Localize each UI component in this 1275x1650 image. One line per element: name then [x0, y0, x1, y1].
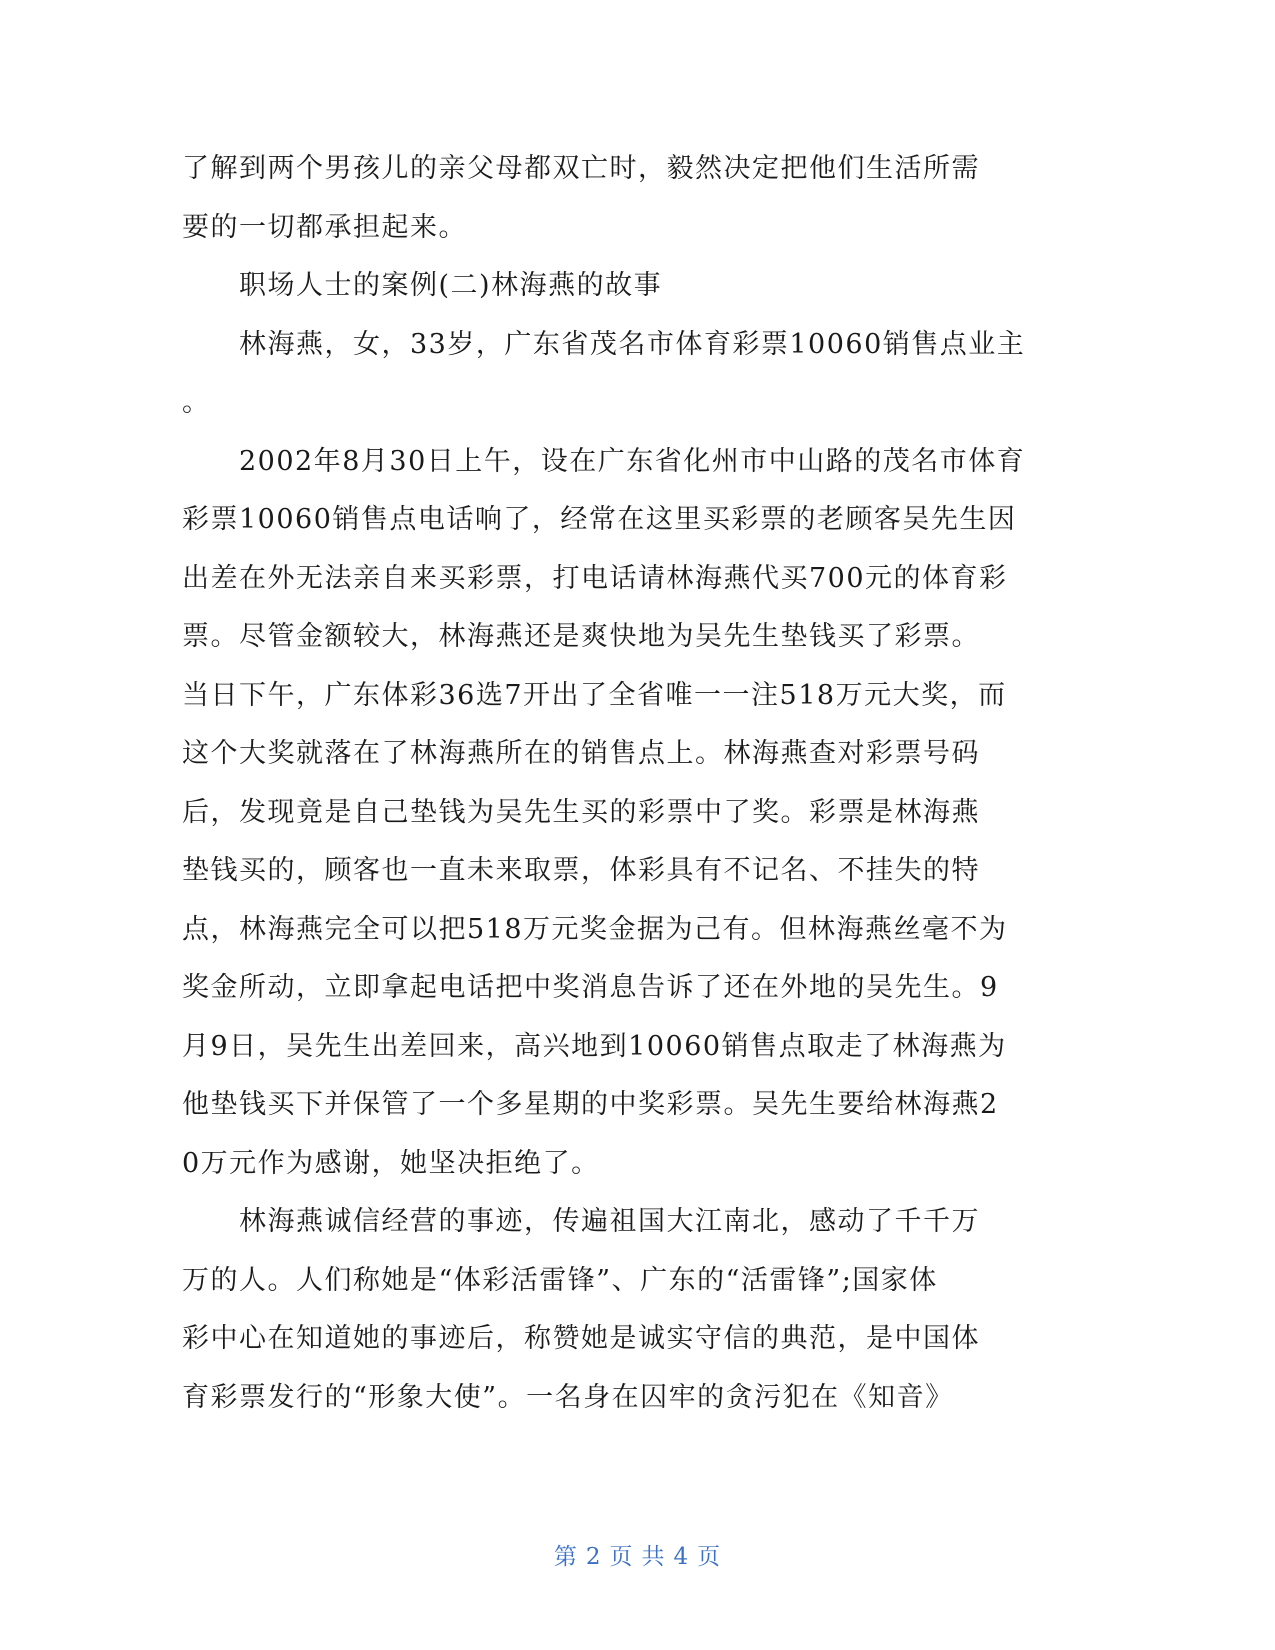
text-line: 垫钱买的，顾客也一直未来取票，体彩具有不记名、不挂失的特: [182, 855, 980, 886]
text-line: 育彩票发行的“形象大使”。一名身在囚牢的贪污犯在《知音》: [182, 1381, 954, 1413]
footer-label-gong: 共: [641, 1544, 666, 1570]
text-line: 后，发现竟是自己垫钱为吴先生买的彩票中了奖。彩票是林海燕: [182, 796, 980, 828]
text-line: 他垫钱买下并保管了一个多星期的中奖彩票。吴先生要给林海燕2: [182, 1089, 999, 1120]
text-line: 要的一切都承担起来。: [182, 211, 467, 243]
text-line: 2002年8月30日上午，设在广东省化州市中山路的茂名市体育: [239, 445, 1026, 477]
footer-label-di: 第: [553, 1544, 578, 1570]
text-line: 彩中心在知道她的事迹后，称赞她是诚实守信的典范，是中国体: [182, 1323, 980, 1354]
footer-page-number: 2: [585, 1544, 602, 1570]
text-line: 出差在外无法亲自来买彩票，打电话请林海燕代买700元的体育彩: [182, 562, 1008, 594]
text-line: 彩票10060销售点电话响了，经常在这里买彩票的老顾客吴先生因: [182, 504, 1017, 535]
text-line: 当日下午，广东体彩36选7开出了全省唯一一注518万元大奖，而: [182, 679, 1007, 711]
footer-total-pages: 4: [673, 1544, 690, 1570]
text-line: 林海燕，女，33岁，广东省茂名市体育彩票10060销售点业主: [239, 328, 1026, 360]
text-line: 林海燕诚信经营的事迹，传遍祖国大江南北，感动了千千万: [239, 1206, 980, 1237]
text-line: 点，林海燕完全可以把518万元奖金据为己有。但林海燕丝毫不为: [182, 913, 1008, 945]
footer-label-ye-2: 页: [697, 1544, 722, 1570]
footer-label-ye: 页: [609, 1544, 634, 1570]
text-line: 奖金所动，立即拿起电话把中奖消息告诉了还在外地的吴先生。9: [182, 972, 999, 1003]
text-line: 职场人士的案例(二)林海燕的故事: [239, 270, 663, 301]
text-line: 万的人。人们称她是“体彩活雷锋”、广东的“活雷锋”;国家体: [182, 1264, 938, 1296]
text-line: 了解到两个男孩儿的亲父母都双亡时，毅然决定把他们生活所需: [182, 153, 980, 184]
text-line: 。: [182, 387, 211, 418]
text-line: 票。尽管金额较大，林海燕还是爽快地为吴先生垫钱买了彩票。: [182, 621, 980, 652]
document-body: [182, 140, 1034, 1427]
text-line: 月9日，吴先生出差回来，高兴地到10060销售点取走了林海燕为: [182, 1030, 1007, 1062]
page-footer: [0, 1538, 1275, 1571]
text-line: 这个大奖就落在了林海燕所在的销售点上。林海燕查对彩票号码: [182, 738, 980, 769]
text-line: 0万元作为感谢，她坚决拒绝了。: [182, 1147, 600, 1179]
